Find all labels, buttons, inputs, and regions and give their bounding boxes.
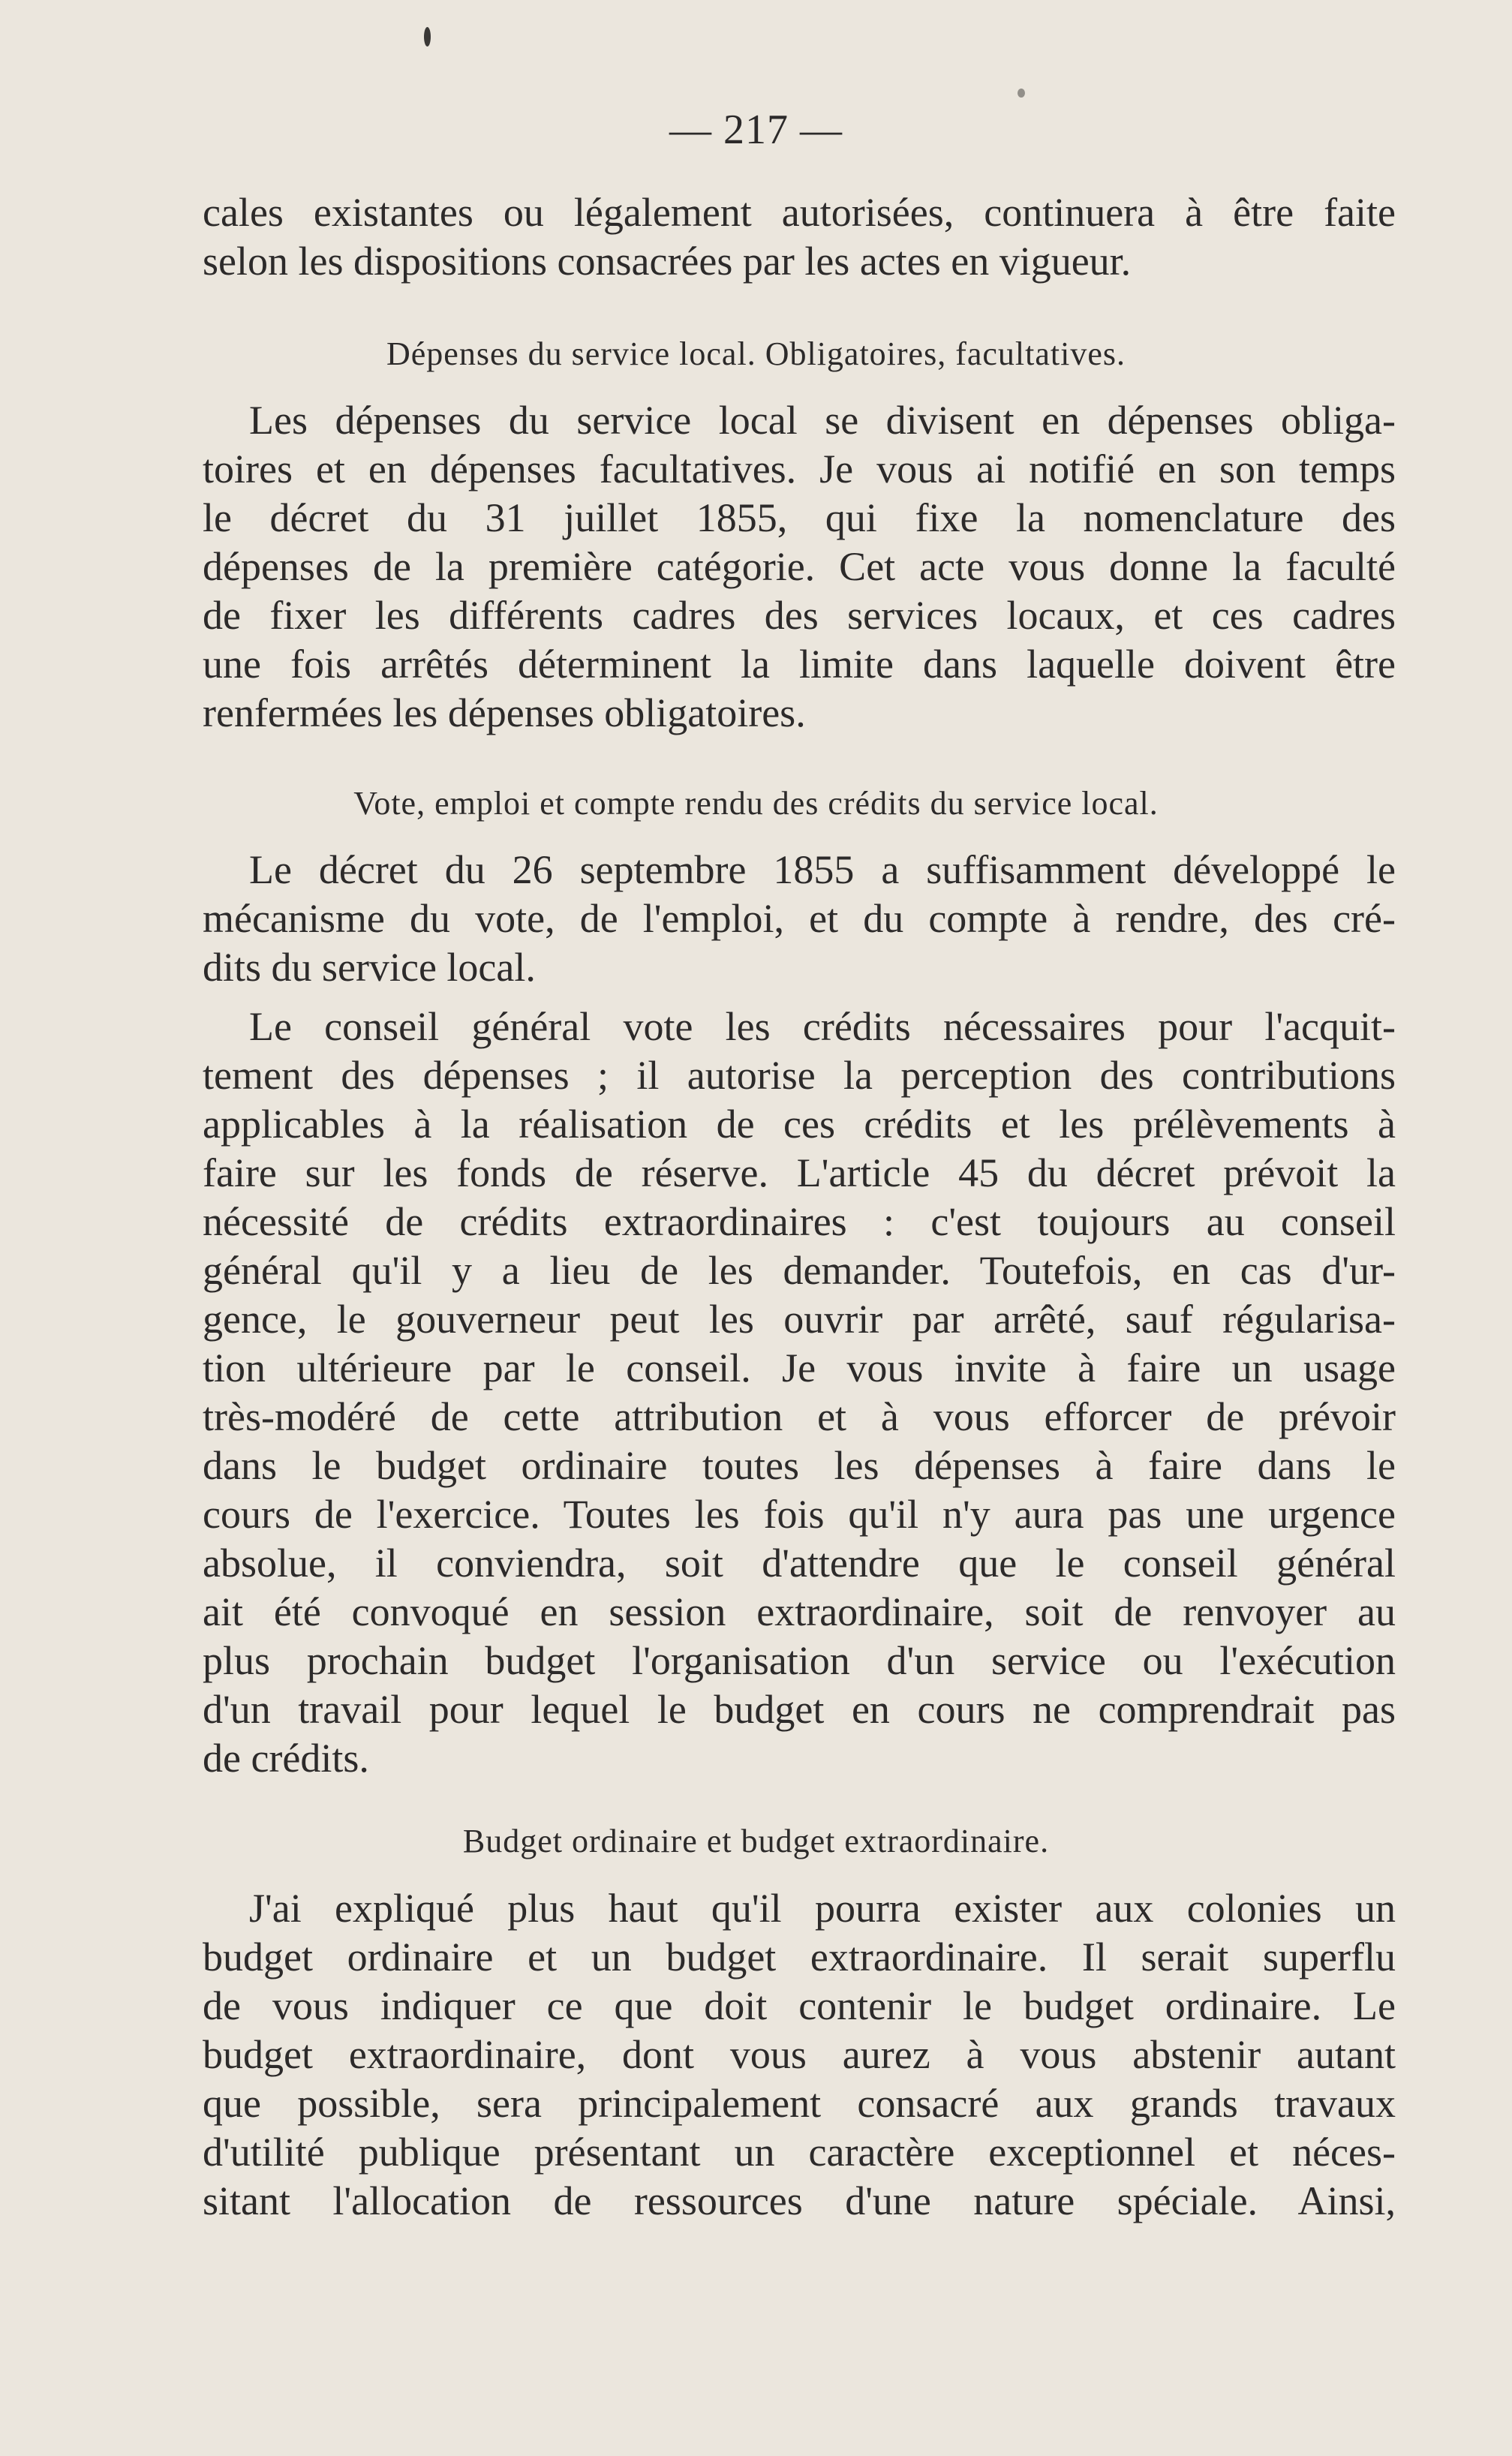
text-line: cales existantes ou légalement autorisées, continuera à être faite <box>203 190 1396 235</box>
text-line: applicables à la réalisation de ces crédits et les prélèvements à <box>203 1102 1396 1147</box>
text-line: de fixer les différents cadres des services locaux, et ces cadres <box>203 593 1396 638</box>
page-number: — 217 — <box>669 107 843 153</box>
text-line: de vous indiquer ce que doit contenir le budget ordinaire. Le <box>203 1983 1396 2028</box>
text-line: dans le budget ordinaire toutes les dépenses à faire dans le <box>203 1443 1396 1488</box>
text-line: ait été convoqué en session extraordinaire, soit de renvoyer au <box>203 1589 1396 1634</box>
text-line: absolue, il conviendra, soit d'attendre que le conseil général <box>203 1541 1396 1586</box>
text-line: plus prochain budget l'organisation d'un service ou l'exécution <box>203 1638 1396 1683</box>
text-line: renfermées les dépenses obligatoires. <box>203 690 806 735</box>
text-line: tement des dépenses ; il autorise la perception des contributions <box>203 1053 1396 1098</box>
text-line: nécessité de crédits extraordinaires : c'est toujours au conseil <box>203 1199 1396 1244</box>
text-line: J'ai expliqué plus haut qu'il pourra exister aux colonies un <box>249 1886 1396 1931</box>
text-line: toires et en dépenses facultatives. Je vous ai notifié en son temps <box>203 446 1396 492</box>
text-line: que possible, sera principalement consacré aux grands travaux <box>203 2081 1396 2126</box>
text-line: selon les dispositions consacrées par les actes en vigueur. <box>203 239 1132 284</box>
text-line: faire sur les fonds de réserve. L'article 45 du décret prévoit la <box>203 1150 1396 1195</box>
text-line: gence, le gouverneur peut les ouvrir par arrêté, sauf régularisa- <box>203 1297 1396 1342</box>
section-heading: Dépenses du service local. Obligatoires, facultatives. <box>386 335 1126 372</box>
ink-speck <box>1018 89 1025 98</box>
text-line: cours de l'exercice. Toutes les fois qu'il n'y aura pas une urgence <box>203 1492 1396 1537</box>
text-line: le décret du 31 juillet 1855, qui fixe la nomenclature des <box>203 495 1396 540</box>
text-line: Les dépenses du service local se divisent en dépenses obliga- <box>249 398 1396 443</box>
text-line: d'utilité publique présentant un caractère exceptionnel et néces- <box>203 2130 1396 2175</box>
text-line: général qu'il y a lieu de les demander. Toutefois, en cas d'ur- <box>203 1248 1396 1293</box>
text-line: budget extraordinaire, dont vous aurez à vous abstenir autant <box>203 2032 1396 2077</box>
text-line: tion ultérieure par le conseil. Je vous invite à faire un usage <box>203 1345 1396 1390</box>
text-line: mécanisme du vote, de l'emploi, et du compte à rendre, des cré- <box>203 896 1396 941</box>
text-line: dépenses de la première catégorie. Cet acte vous donne la faculté <box>203 544 1396 589</box>
text-line: une fois arrêtés déterminent la limite dans laquelle doivent être <box>203 642 1396 687</box>
text-line: Le décret du 26 septembre 1855 a suffisamment développé le <box>249 847 1396 892</box>
text-line: de crédits. <box>203 1736 369 1781</box>
text-line: très-modéré de cette attribution et à vous efforcer de prévoir <box>203 1394 1396 1439</box>
text-line: dits du service local. <box>203 945 536 990</box>
text-line: Le conseil général vote les crédits nécessaires pour l'acquit- <box>249 1004 1396 1049</box>
text-line: d'un travail pour lequel le budget en cours ne comprendrait pas <box>203 1687 1396 1732</box>
ink-speck <box>424 27 431 47</box>
text-line: budget ordinaire et un budget extraordinaire. Il serait superflu <box>203 1934 1396 1980</box>
section-heading: Vote, emploi et compte rendu des crédits du service local. <box>353 785 1159 822</box>
text-line: sitant l'allocation de ressources d'une nature spéciale. Ainsi, <box>203 2178 1396 2223</box>
section-heading: Budget ordinaire et budget extraordinaire. <box>462 1823 1050 1859</box>
